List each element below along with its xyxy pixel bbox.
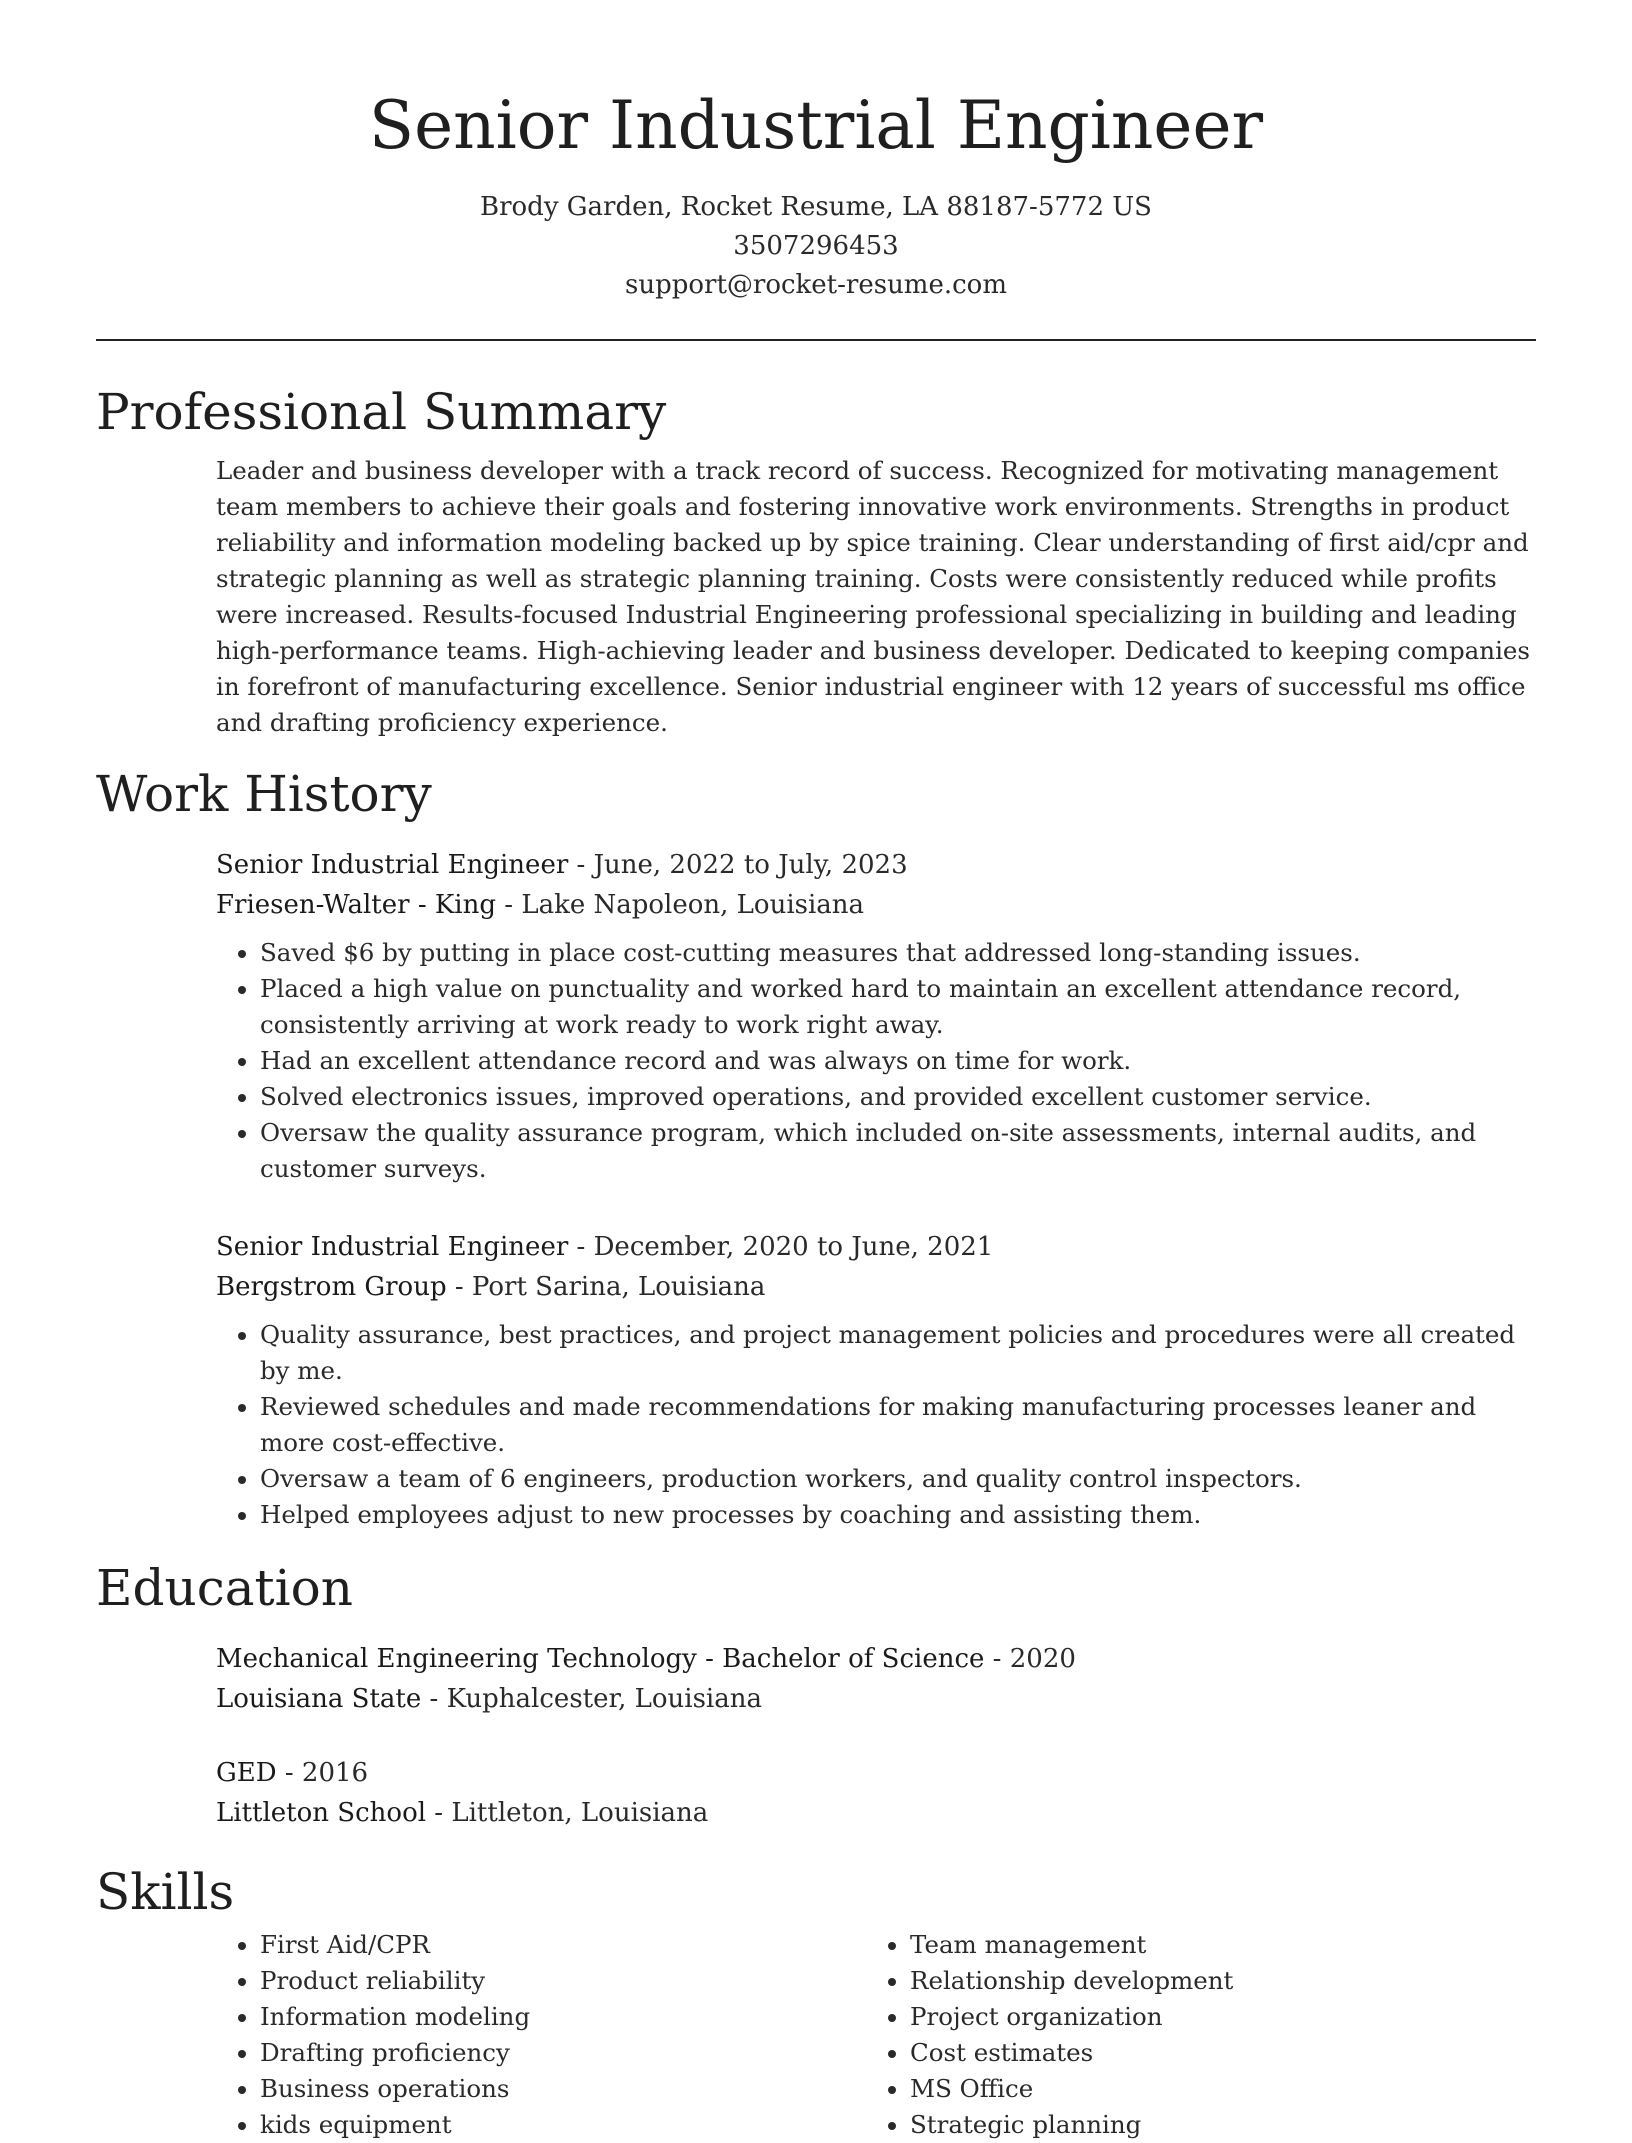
skill-item: • Information modeling bbox=[260, 1999, 866, 2035]
education-entry bbox=[216, 1753, 1536, 1833]
job-bullet: • Oversaw a team of 6 engineers, production workers, and quality control inspectors. bbox=[260, 1461, 1536, 1497]
skill-item: • Project organization bbox=[910, 1999, 1516, 2035]
job-company: Bergstrom Group bbox=[216, 1272, 447, 1302]
education-year: - 2016 bbox=[276, 1758, 369, 1788]
job-company-line bbox=[216, 1267, 1536, 1307]
skills-column-right bbox=[866, 1927, 1516, 2143]
job-title-line bbox=[216, 1227, 1536, 1267]
section-title-skills: Skills bbox=[96, 1863, 235, 1921]
contact-address: Brody Garden, Rocket Resume, LA 88187-5772 US bbox=[479, 192, 1152, 222]
job-company: Friesen-Walter - King bbox=[216, 890, 496, 920]
education-school-line bbox=[216, 1793, 1536, 1833]
work-history-list bbox=[216, 845, 1536, 1533]
education-entry bbox=[216, 1639, 1536, 1719]
job-bullets bbox=[216, 935, 1536, 1187]
education-degree: GED bbox=[216, 1758, 277, 1788]
job-bullet: • Reviewed schedules and made recommendations for making manufacturing processes leaner and more cost-effective. bbox=[260, 1389, 1536, 1461]
section-title-education: Education bbox=[96, 1559, 353, 1617]
contact-email: support@rocket-resume.com bbox=[624, 270, 1007, 300]
skill-item: • kids equipment bbox=[260, 2107, 866, 2143]
job-bullet: • Oversaw the quality assurance program, which included on-site assessments, internal audits, and customer surveys. bbox=[260, 1115, 1536, 1187]
job-bullet: • Placed a high value on punctuality and worked hard to maintain an excellent attendance record, consistently arriving at work ready to work right away. bbox=[260, 971, 1536, 1043]
job-bullet: • Helped employees adjust to new processes by coaching and assisting them. bbox=[260, 1497, 1536, 1533]
job-role: Senior Industrial Engineer bbox=[216, 1232, 569, 1262]
job-bullet: • Had an excellent attendance record and was always on time for work. bbox=[260, 1043, 1536, 1079]
education-school-line bbox=[216, 1679, 1536, 1719]
job-entry bbox=[216, 845, 1536, 1187]
skill-item: • Business operations bbox=[260, 2071, 866, 2107]
job-dates: - December, 2020 to June, 2021 bbox=[568, 1232, 994, 1262]
job-bullet: • Solved electronics issues, improved operations, and provided excellent customer service. bbox=[260, 1079, 1536, 1115]
education-location: - Kuphalcester, Louisiana bbox=[421, 1684, 762, 1714]
contact-phone: 3507296453 bbox=[733, 231, 899, 261]
education-degree: Mechanical Engineering Technology - Bachelor of Science bbox=[216, 1644, 985, 1674]
resume-header bbox=[96, 0, 1536, 305]
job-dates: - June, 2022 to July, 2023 bbox=[568, 850, 908, 880]
header-divider bbox=[96, 339, 1536, 341]
job-bullets bbox=[216, 1317, 1536, 1533]
skills-column-left bbox=[216, 1927, 866, 2143]
skill-item: • Strategic planning bbox=[910, 2107, 1516, 2143]
education-degree-line bbox=[216, 1639, 1536, 1679]
job-location: - Lake Napoleon, Louisiana bbox=[496, 890, 865, 920]
education-school: Littleton School bbox=[216, 1798, 427, 1828]
job-location: - Port Sarina, Louisiana bbox=[446, 1272, 766, 1302]
skill-item: • Cost estimates bbox=[910, 2035, 1516, 2071]
resume-title: Senior Industrial Engineer bbox=[368, 87, 1264, 164]
skill-item: • First Aid/CPR bbox=[260, 1927, 866, 1963]
education-location: - Littleton, Louisiana bbox=[426, 1798, 709, 1828]
job-title-line bbox=[216, 845, 1536, 885]
education-school: Louisiana State bbox=[216, 1684, 422, 1714]
summary-text: Leader and business developer with a track record of success. Recognized for motivating management team members to achieve their goals and fostering innovative work environments. Strengths in product reliability and information modeling backed up by spice training. Clear understanding of first aid/cpr and strategic planning as well as strategic planning training. Costs were consistently reduced while profits were increased. Results-focused Industrial Engineering professional specializing in building and leading high-performance teams. High-achieving leader and business developer. Dedicated to keeping companies in forefront of manufacturing excellence. Senior industrial engineer with 12 years of successful ms office and drafting proficiency experience. bbox=[216, 456, 1530, 737]
education-list bbox=[216, 1639, 1536, 1833]
skills-list bbox=[216, 1927, 1536, 2143]
education-degree-line bbox=[216, 1753, 1536, 1793]
section-title-work-history: Work History bbox=[96, 765, 432, 823]
job-entry bbox=[216, 1227, 1536, 1533]
skill-item: • Team management bbox=[910, 1927, 1516, 1963]
skill-item: • Relationship development bbox=[910, 1963, 1516, 1999]
job-bullet: • Quality assurance, best practices, and project management policies and procedures were all created by me. bbox=[260, 1317, 1536, 1389]
job-company-line bbox=[216, 885, 1536, 925]
section-title-summary: Professional Summary bbox=[96, 383, 667, 441]
skill-item: • Product reliability bbox=[260, 1963, 866, 1999]
job-role: Senior Industrial Engineer bbox=[216, 850, 569, 880]
skill-item: • MS Office bbox=[910, 2071, 1516, 2107]
job-bullet: • Saved $6 by putting in place cost-cutting measures that addressed long-standing issues. bbox=[260, 935, 1536, 971]
skill-item: • Drafting proficiency bbox=[260, 2035, 866, 2071]
education-year: - 2020 bbox=[984, 1644, 1076, 1674]
